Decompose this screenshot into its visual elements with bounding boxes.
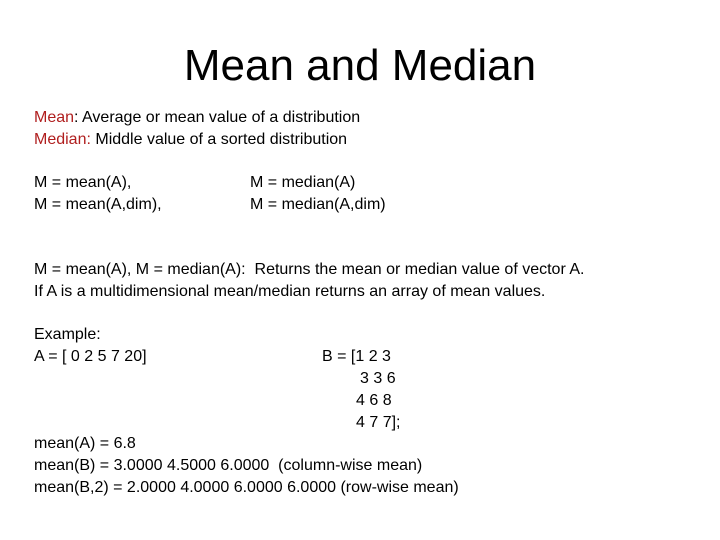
example-b-row-1: B = [1 2 3 — [322, 348, 391, 365]
example-b-row-4: 4 7 7]; — [356, 414, 401, 431]
syntax-mean-2: M = mean(A,dim), — [34, 196, 162, 213]
example-a-definition: A = [ 0 2 5 7 20] — [34, 348, 147, 365]
description-line-2: If A is a multidimensional mean/median returns an array of mean values. — [34, 283, 546, 300]
example-label: Example: — [34, 326, 101, 343]
median-definition-text: Middle value of a sorted distribution — [90, 131, 348, 148]
mean-definition — [34, 107, 360, 129]
slide-title: Mean and Median — [183, 41, 537, 90]
syntax-median-2: M = median(A,dim) — [250, 196, 386, 213]
mean-definition-text: : Average or mean value of a distribution — [74, 109, 361, 126]
mean-term: Mean — [34, 109, 75, 126]
example-b-row-3: 4 6 8 — [356, 392, 392, 409]
example-b-row-2: 3 3 6 — [360, 370, 396, 387]
description-line-1: M = mean(A), M = median(A): Returns the mean or median value of vector A. — [34, 261, 585, 278]
median-definition — [34, 129, 347, 151]
syntax-median-1: M = median(A) — [250, 174, 356, 191]
syntax-mean-1: M = mean(A), — [34, 174, 132, 191]
median-term: Median: — [34, 131, 91, 148]
result-mean-b: mean(B) = 3.0000 4.5000 6.0000 (column-wise mean) — [34, 457, 423, 474]
result-mean-b-2: mean(B,2) = 2.0000 4.0000 6.0000 6.0000 (row-wise mean) — [34, 479, 459, 496]
result-mean-a: mean(A) = 6.8 — [34, 435, 136, 452]
